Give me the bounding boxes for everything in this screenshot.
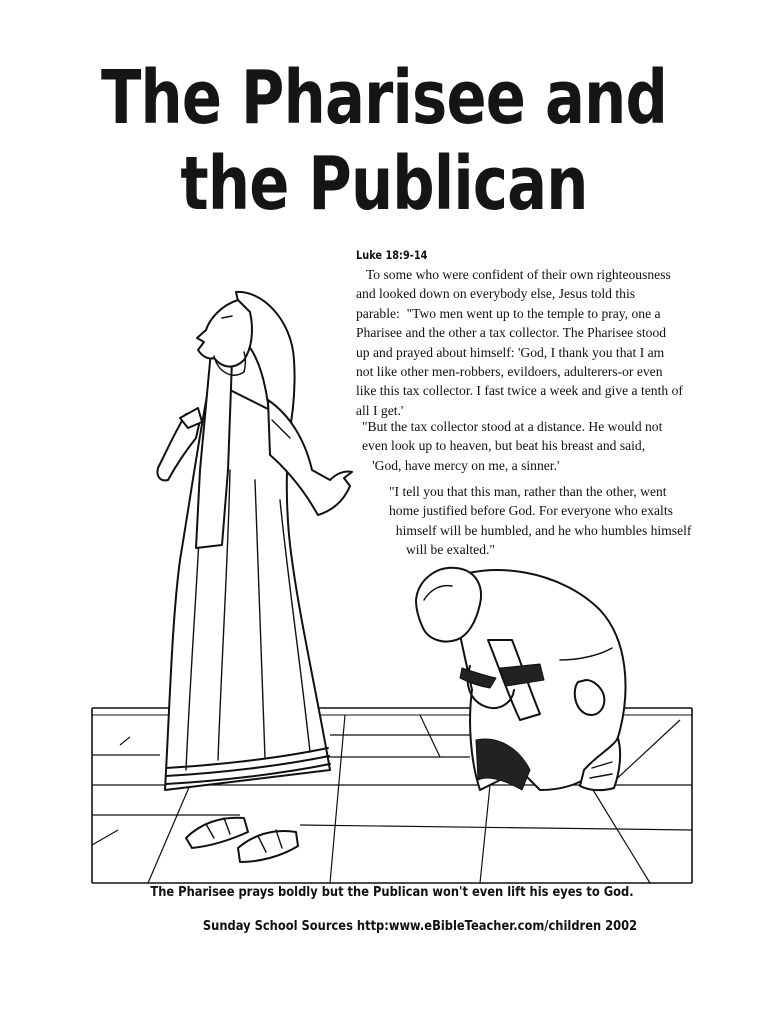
scripture-reference: Luke 18:9-14 <box>356 248 428 262</box>
page-title-line-1: The Pharisee and <box>100 55 668 141</box>
scripture-paragraph-2: "But the tax collector stood at a distance. He would not even look up to heaven, but beat his breast and said, 'God, have mercy on me, a sinner.' <box>362 419 663 473</box>
scripture-paragraph-1: To some who were confident of their own righteousness and looked down on everybody else, Jesus told this parable: "Two men went up to the temple to pray, one a Pharisee and the other a tax collector. The Pharisee stood up and prayed about himself: 'God, I thank you that I am not like other men-robbers, evildoers, adulterers-or even like this tax collector. I fast twice a week and give a tenth of all I get.' <box>356 267 683 418</box>
source-credit: Sunday School Sources http:www.eBibleTeacher.com/children 2002 <box>202 918 638 934</box>
scripture-paragraph-3: "I tell you that this man, rather than the other, went home justified before God. For everyone who exalts himself will be humbled, and he who humbles himself will be exalted." <box>389 484 692 558</box>
page-title-line-2: the Publican <box>180 141 588 227</box>
illustration-caption: The Pharisee prays boldly but the Publican won't even lift his eyes to God. <box>150 884 634 900</box>
pharisee-figure <box>157 292 352 862</box>
